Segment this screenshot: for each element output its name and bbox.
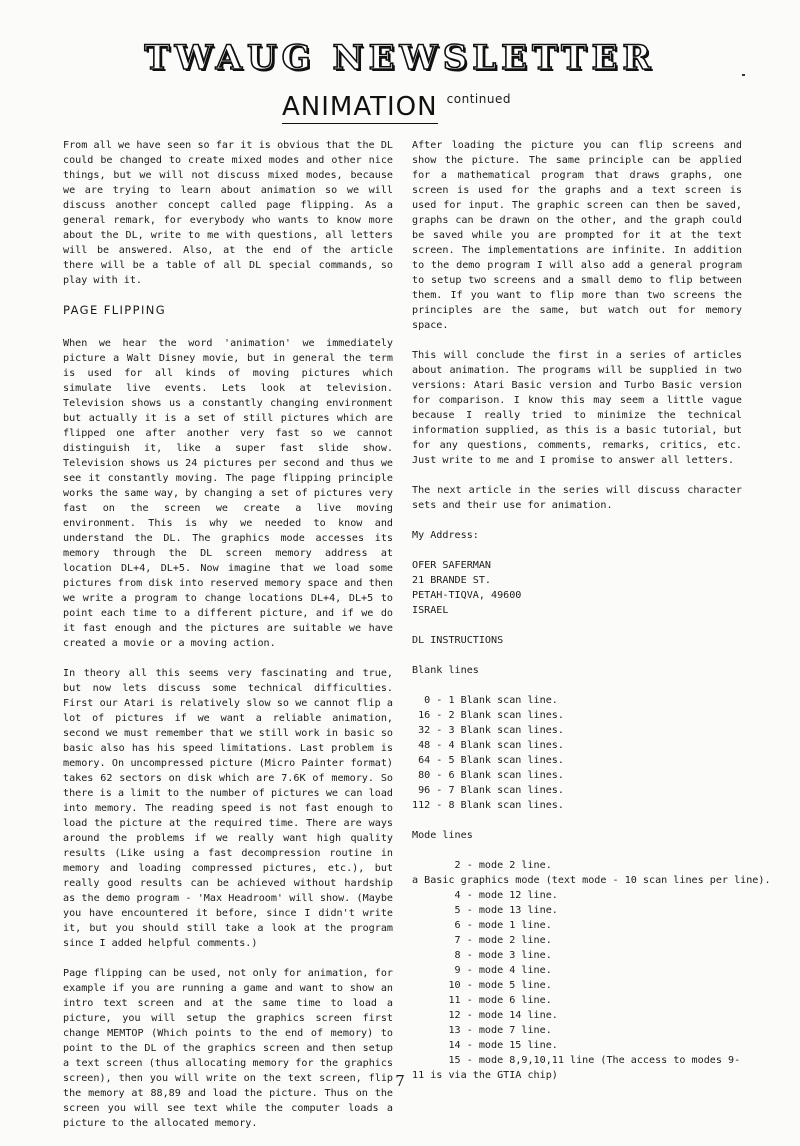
list-item: 15 - mode 8,9,10,11 line (The access to modes 9-11 is via the GTIA chip) [412,1055,741,1081]
left-column [63,138,393,1146]
page-number: 7 [395,1072,405,1090]
article-title: ANIMATION [282,92,438,122]
list-item: 80 - 6 Blank scan lines. [412,770,564,781]
article-heading [282,92,582,122]
list-item: 13 - mode 7 line. [412,1025,552,1036]
list-item: 64 - 5 Blank scan lines. [412,755,564,766]
paragraph: When we hear the word 'animation' we immediately picture a Walt Disney movie, but in general the term is used for all kinds of moving pictures which simulate live events. Lets look at television. Television shows us a constantly changing environment but actually it is a set of still pictures which are flipped one after another very fast so we cannot distinguish it, like a super fast slide show. Television shows us 24 pictures per second and thus we see it constantly moving. The page flipping principle works the same way, by changing a set of pictures very fast on the screen we create a live moving environment. This is why we needed to know and understand the DL. The graphics mode accesses its memory through the DL screen memory address at location DL+4, DL+5. Now imagine that we load some pictures from disk into reserved memory space and then we write a program to change locations DL+4, DL+5 to point each time to a different picture, and if we do it fast enough and the pictures are suitable we have created a movie or a moving action. [63,338,393,649]
list-item: 5 - mode 13 line. [412,905,558,916]
list-item: 8 - mode 3 line. [412,950,552,961]
newsletter-masthead: TWAUG NEWSLETTER [144,38,656,78]
dl-instructions-title: DL INSTRUCTIONS [412,635,504,646]
list-item: 11 - mode 6 line. [412,995,552,1006]
paragraph: This will conclude the first in a series of articles about animation. The programs will be supplied in two versions: Atari Basic version and Turbo Basic version for comparison. I know this may seem a little vague because I really tried to minimize the technical information supplied, as this is a basic tutorial, but for any questions, comments, remarks, critics, etc. Just write to me and I promise to answer all letters. [412,350,742,466]
list-item: 7 - mode 2 line. [412,935,552,946]
blank-lines-list [412,693,742,813]
address-line: ISRAEL [412,605,449,616]
section-heading: PAGE FLIPPING [63,303,167,317]
address-line: PETAH-TIQVA, 49600 [412,590,522,601]
list-item: 6 - mode 1 line. [412,920,552,931]
list-item: 16 - 2 Blank scan lines. [412,710,564,721]
paragraph: From all we have seen so far it is obvious that the DL could be changed to create mixed modes and other nice things, but we will not discuss mixed modes, because we are trying to learn about animation so we will discuss another concept called page flipping. As a general remark, for everybody who wants to know more about the DL, write to me with questions, all letters will be answered. Also, at the end of the article there will be a table of all DL special commands, so play with it. [63,140,393,286]
right-column [412,138,771,1083]
list-item: 12 - mode 14 line. [412,1010,558,1021]
list-item: 112 - 8 Blank scan lines. [412,800,564,811]
list-item: 0 - 1 Blank scan line. [412,695,558,706]
address-label: My Address: [412,530,479,541]
list-item: 4 - mode 12 line. [412,890,558,901]
list-item: 2 - mode 2 line. [412,860,552,871]
article-subtitle: continued [446,92,511,106]
address-line: OFER SAFERMAN [412,560,492,571]
list-item: 9 - mode 4 line. [412,965,552,976]
list-item: 32 - 3 Blank scan lines. [412,725,564,736]
list-item: 96 - 7 Blank scan lines. [412,785,564,796]
list-item: 14 - mode 15 line. [412,1040,558,1051]
mode-lines-title: Mode lines [412,830,473,841]
paragraph: In theory all this seems very fascinating and true, but now lets discuss some technical difficulties. First our Atari is relatively slow so we cannot flip a lot of pictures if we want a reliable animation, second we must remember that we still work in basic so basic also has his speed limitations. Last problem is memory. On uncompressed picture (Micro Painter format) takes 62 sectors on disk which are 7.6K of memory. So there is a limit to the number of pictures we can load into memory. The reading speed is not fast enough to load the picture at the required time. There are ways around the problems if we really want high quality results (Like using a fast decompression routine in memory and loading compressed pictures, etc.), but really good results can be achieved without hardship as the demo program - 'Max Headroom' will show. (Maybe you have encountered it before, since I didn't write it, but you should still take a look at the program since I added helpful comments.) [63,668,393,949]
list-item: 10 - mode 5 line. [412,980,552,991]
paragraph: After loading the picture you can flip screens and show the picture. The same principle can be applied for a mathematical program that draws graphs, one screen is used for the graphs and a text screen is used for input. The graphic screen can then be saved, graphs can be drawn on the other, and the graph could be saved while you are prompted for it at the text screen. The implementations are infinite. In addition to the demo program I will also add a general program to setup two screens and a small demo to flip between them. If you want to flip more than two screens the principles are the same, but watch out for memory space. [412,140,742,331]
list-item: 48 - 4 Blank scan lines. [412,740,564,751]
paragraph: The next article in the series will discuss character sets and their use for animation. [412,485,742,511]
address-line: 21 BRANDE ST. [412,575,492,586]
blank-lines-title: Blank lines [412,665,479,676]
paragraph: Page flipping can be used, not only for animation, for example if you are running a game and want to show an intro text screen and at the same time to load a picture, you will setup the graphics screen first change MEMTOP (Which points to the end of memory) to point to the DL of the graphics screen and then setup a text screen (thus allocating memory for the graphics screen), then you will write on the text screen, flip the memory at 88,89 and load the picture. Thus on the screen you will see text while the computer loads a picture to the allocated memory. [63,968,393,1129]
print-speck [742,74,745,76]
list-item: a Basic graphics mode (text mode - 10 scan lines per line). [412,875,771,886]
mode-lines-list [412,858,771,1083]
address-block [412,558,742,618]
